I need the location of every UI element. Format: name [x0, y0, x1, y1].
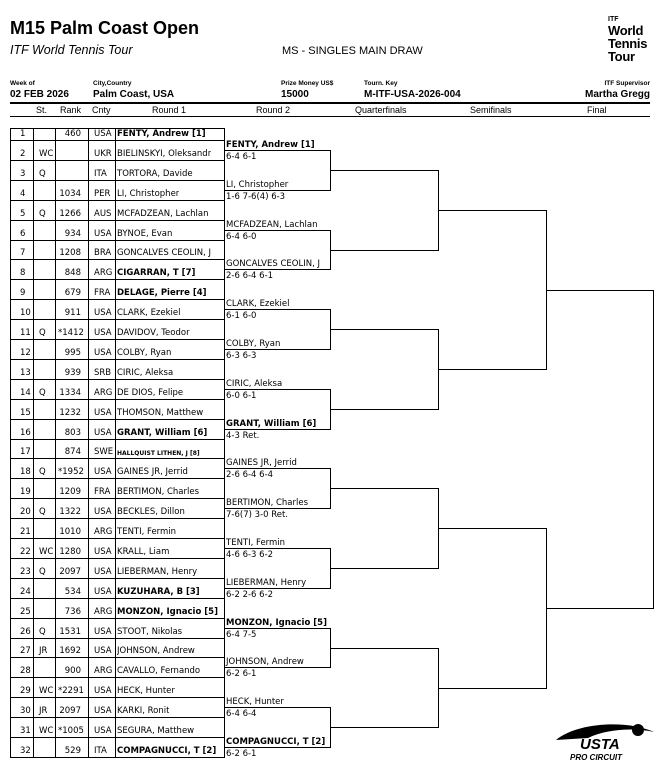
- bracket-connector: [653, 290, 654, 609]
- player-name: FENTY, Andrew [1]: [117, 129, 206, 139]
- player-country: USA: [94, 348, 112, 358]
- round2-winner: COMPAGNUCCI, T [2]: [226, 737, 326, 747]
- player-rank: 1692: [59, 646, 81, 656]
- player-rank: 995: [64, 348, 81, 358]
- player-name: BECKLES, Dillon: [117, 507, 185, 517]
- column-separator: [55, 128, 56, 758]
- table-row: [10, 240, 224, 241]
- player-name: BYNOE, Evan: [117, 229, 173, 239]
- draw-position: 10: [20, 308, 31, 318]
- player-rank: 1209: [59, 487, 81, 497]
- player-country: SWE: [94, 447, 114, 457]
- col-round1: Round 1: [152, 105, 187, 115]
- round2-winner: TENTI, Fermin: [226, 538, 286, 548]
- player-status: WC: [39, 726, 54, 736]
- player-name: HECK, Hunter: [117, 686, 175, 696]
- round2-score: 6-2 6-1: [226, 749, 257, 759]
- player-country: USA: [94, 328, 112, 338]
- key-label: Tourn. Key: [364, 80, 398, 87]
- player-rank: 1334: [59, 388, 81, 398]
- table-row: [10, 439, 224, 440]
- usta-brand-text: USTA: [580, 736, 620, 753]
- table-row: [10, 677, 224, 678]
- col-rank: Rank: [60, 105, 82, 115]
- player-country: FRA: [94, 288, 111, 298]
- table-row: [10, 379, 224, 380]
- bracket-line: [438, 210, 546, 211]
- draw-position: 23: [20, 567, 31, 577]
- column-separator: [88, 128, 89, 758]
- draw-position: 21: [20, 527, 31, 537]
- table-row: [10, 657, 224, 658]
- bracket-line: [224, 667, 330, 668]
- player-name: STOOT, Nikolas: [117, 627, 183, 637]
- player-country: SRB: [94, 368, 112, 378]
- col-st: St.: [36, 105, 48, 115]
- bracket-line: [330, 648, 438, 649]
- bracket-line: [438, 688, 546, 689]
- bracket-line: [546, 608, 653, 609]
- player-country: ITA: [94, 169, 107, 179]
- itf-logo-line-1: World: [608, 23, 644, 38]
- bracket-line: [224, 269, 330, 270]
- player-rank: 1531: [59, 627, 81, 637]
- player-rank: 2097: [59, 706, 81, 716]
- round2-winner: LI, Christopher: [226, 180, 289, 190]
- bracket-line: [224, 230, 330, 231]
- player-country: PER: [94, 189, 111, 199]
- bracket-line: [224, 309, 330, 310]
- table-row: [10, 180, 224, 181]
- player-rank: 934: [64, 229, 81, 239]
- draw-position: 19: [20, 487, 31, 497]
- player-country: USA: [94, 229, 112, 239]
- player-country: USA: [94, 567, 112, 577]
- draw-position: 11: [20, 328, 31, 338]
- round2-score: 6-2 6-1: [226, 669, 257, 679]
- player-country: ARG: [94, 607, 113, 617]
- table-row: [10, 319, 224, 320]
- table-row: [10, 518, 224, 519]
- round2-score: 4-3 Ret.: [226, 431, 260, 441]
- week-label: Week of: [10, 80, 35, 87]
- player-status: WC: [39, 686, 54, 696]
- player-rank: *2291: [58, 686, 84, 696]
- bracket-line: [224, 747, 330, 748]
- player-name: BIELINSKYI, Oleksandr: [117, 149, 212, 159]
- player-status: JR: [39, 706, 48, 716]
- player-country: AUS: [94, 209, 112, 219]
- round2-winner: MCFADZEAN, Lachlan: [226, 220, 318, 230]
- round2-score: 6-4 6-0: [226, 232, 257, 242]
- bracket-line: [224, 429, 330, 430]
- draw-position: 20: [20, 507, 31, 517]
- player-status: Q: [39, 388, 46, 398]
- player-name: LIEBERMAN, Henry: [117, 567, 198, 577]
- draw-position: 31: [20, 726, 31, 736]
- city-value: Palm Coast, USA: [93, 89, 175, 100]
- table-row: [10, 279, 224, 280]
- player-rank: *1952: [58, 467, 84, 477]
- player-rank: *1005: [58, 726, 84, 736]
- player-rank: 736: [64, 607, 81, 617]
- round2-winner: GAINES JR, Jerrid: [226, 458, 297, 468]
- draw-position: 17: [20, 447, 31, 457]
- column-separator: [33, 128, 34, 758]
- round2-score: 7-6(7) 3-0 Ret.: [226, 510, 288, 520]
- table-row: [10, 200, 224, 201]
- bracket-line: [330, 170, 438, 171]
- column-divider: [10, 116, 650, 117]
- player-rank: 1322: [59, 507, 81, 517]
- bracket-line: [224, 548, 330, 549]
- player-country: ARG: [94, 666, 113, 676]
- round2-winner: COLBY, Ryan: [226, 339, 281, 349]
- draw-position: 14: [20, 388, 31, 398]
- bracket-line: [438, 369, 546, 370]
- table-row: [10, 697, 224, 698]
- itf-logo: [608, 16, 647, 63]
- week-value: 02 FEB 2026: [10, 89, 69, 100]
- player-name: KUZUHARA, B [3]: [117, 587, 200, 597]
- bracket-line: [330, 568, 438, 569]
- player-rank: 460: [64, 129, 81, 139]
- table-row: [10, 458, 224, 459]
- bracket-line: [224, 707, 330, 708]
- bracket-line: [224, 588, 330, 589]
- player-name: TENTI, Fermin: [117, 527, 177, 537]
- player-rank: *1412: [58, 328, 84, 338]
- player-country: USA: [94, 129, 112, 139]
- player-status: Q: [39, 507, 46, 517]
- col-cnty: Cnty: [92, 105, 111, 115]
- draw-position: 15: [20, 408, 31, 418]
- player-rank: 679: [64, 288, 81, 298]
- player-rank: 803: [64, 428, 81, 438]
- bracket-line: [546, 290, 653, 291]
- draw-position: 29: [20, 686, 31, 696]
- player-rank: 848: [64, 268, 81, 278]
- table-row: [10, 717, 224, 718]
- col-final: Final: [587, 105, 607, 115]
- player-name: SEGURA, Matthew: [117, 726, 195, 736]
- player-rank: 529: [64, 746, 81, 756]
- player-status: Q: [39, 328, 46, 338]
- player-status: Q: [39, 627, 46, 637]
- table-row: [10, 737, 224, 738]
- table-row: [10, 598, 224, 599]
- draw-position: 3: [20, 169, 26, 179]
- table-row: [10, 160, 224, 161]
- player-country: USA: [94, 507, 112, 517]
- itf-logo-line-2: Tennis: [608, 36, 648, 51]
- round2-winner: GONCALVES CEOLIN, J: [226, 259, 320, 269]
- player-country: USA: [94, 587, 112, 597]
- table-row: [10, 259, 224, 260]
- player-status: WC: [39, 547, 54, 557]
- draw-position: 25: [20, 607, 31, 617]
- player-country: USA: [94, 547, 112, 557]
- col-round2: Round 2: [256, 105, 291, 115]
- player-rank: 1232: [59, 408, 81, 418]
- round2-score: 6-0 6-1: [226, 391, 257, 401]
- table-row: [10, 140, 224, 141]
- player-name: LI, Christopher: [117, 189, 180, 199]
- bracket-line: [330, 250, 438, 251]
- round2-score: 2-6 6-4 6-4: [226, 470, 274, 480]
- round2-score: 6-1 6-0: [226, 311, 257, 321]
- round2-score: 6-3 6-3: [226, 351, 257, 361]
- player-country: ARG: [94, 268, 113, 278]
- usta-pro-circuit-logo: [548, 722, 656, 762]
- bracket-line: [224, 468, 330, 469]
- bracket-line: [330, 727, 438, 728]
- player-country: USA: [94, 408, 112, 418]
- itf-logo-small: ITF: [608, 16, 619, 23]
- bracket-line: [330, 409, 438, 410]
- city-label: City,Country: [93, 80, 132, 87]
- draw-position: 30: [20, 706, 31, 716]
- draw-position: 8: [20, 268, 26, 278]
- round2-score: 6-4 7-5: [226, 630, 257, 640]
- table-row: [10, 578, 224, 579]
- player-name: MONZON, Ignacio [5]: [117, 607, 218, 617]
- player-rank: 2097: [59, 567, 81, 577]
- round2-winner: CIRIC, Aleksa: [226, 379, 283, 389]
- round2-score: 6-4 6-4: [226, 709, 257, 719]
- table-row: [10, 419, 224, 420]
- draw-position: 27: [20, 646, 31, 656]
- bracket-line: [224, 389, 330, 390]
- player-status: WC: [39, 149, 54, 159]
- table-row: [10, 359, 224, 360]
- player-name: HALLQUIST LITHEN, J [8]: [117, 450, 200, 457]
- table-row: [10, 498, 224, 499]
- round2-winner: MONZON, Ignacio [5]: [226, 618, 327, 628]
- table-row: [10, 558, 224, 559]
- draw-position: 18: [20, 467, 31, 477]
- round2-score: 6-2 2-6 6-2: [226, 590, 274, 600]
- player-name: CLARK, Ezekiel: [117, 308, 181, 318]
- round2-winner: CLARK, Ezekiel: [226, 299, 290, 309]
- column-separator: [10, 128, 11, 758]
- round2-winner: BERTIMON, Charles: [226, 498, 309, 508]
- player-country: ITA: [94, 746, 107, 756]
- round2-winner: GRANT, William [6]: [226, 419, 317, 429]
- draw-position: 9: [20, 288, 26, 298]
- draw-position: 26: [20, 627, 31, 637]
- player-country: USA: [94, 686, 112, 696]
- player-name: BERTIMON, Charles: [117, 487, 200, 497]
- player-rank: 1208: [59, 248, 81, 258]
- player-rank: 1010: [59, 527, 81, 537]
- table-row: [10, 618, 224, 619]
- player-country: ARG: [94, 527, 113, 537]
- bracket-line: [224, 150, 330, 151]
- player-name: DELAGE, Pierre [4]: [117, 288, 207, 298]
- bracket-line: [224, 349, 330, 350]
- draw-position: 16: [20, 428, 31, 438]
- draw-position: 13: [20, 368, 31, 378]
- round2-score: 4-6 6-3 6-2: [226, 550, 274, 560]
- player-name: KRALL, Liam: [117, 547, 170, 557]
- player-status: Q: [39, 209, 46, 219]
- player-country: USA: [94, 706, 112, 716]
- player-name: DAVIDOV, Teodor: [117, 328, 190, 338]
- bracket-line: [224, 508, 330, 509]
- supervisor-label: ITF Supervisor: [604, 80, 650, 87]
- round2-score: 2-6 6-4 6-1: [226, 271, 274, 281]
- round2-score: 1-6 7-6(4) 6-3: [226, 192, 286, 202]
- draw-position: 5: [20, 209, 26, 219]
- table-row: [10, 478, 224, 479]
- player-country: USA: [94, 646, 112, 656]
- supervisor-value: Martha Gregg: [584, 89, 650, 100]
- table-row: [10, 757, 224, 758]
- draw-position: 7: [20, 248, 26, 258]
- tournament-title: M15 Palm Coast Open: [10, 18, 200, 38]
- player-name: GRANT, William [6]: [117, 428, 208, 438]
- header-divider: [10, 102, 650, 104]
- table-row: [10, 399, 224, 400]
- col-quarterfinals: Quarterfinals: [355, 105, 407, 115]
- player-rank: 1034: [59, 189, 81, 199]
- bracket-line: [438, 528, 546, 529]
- bracket-line: [330, 329, 438, 330]
- col-semifinals: Semifinals: [470, 105, 512, 115]
- table-row: [10, 538, 224, 539]
- player-name: TORTORA, Davide: [117, 169, 193, 179]
- player-country: USA: [94, 428, 112, 438]
- player-name: THOMSON, Matthew: [117, 408, 204, 418]
- bracket-line: [330, 488, 438, 489]
- round2-winner: LIEBERMAN, Henry: [226, 578, 307, 588]
- player-country: ARG: [94, 388, 113, 398]
- bracket-line: [224, 190, 330, 191]
- player-name: CIGARRAN, T [7]: [117, 268, 196, 278]
- player-status: Q: [39, 467, 46, 477]
- player-name: CAVALLO, Fernando: [117, 666, 201, 676]
- round2-winner: FENTY, Andrew [1]: [226, 140, 315, 150]
- table-row: [10, 638, 224, 639]
- player-name: CIRIC, Aleksa: [117, 368, 174, 378]
- draw-position: 4: [20, 189, 26, 199]
- draw-position: 24: [20, 587, 31, 597]
- player-name: GONCALVES CEOLIN, J: [117, 248, 211, 258]
- player-rank: 1280: [59, 547, 81, 557]
- round2-winner: JOHNSON, Andrew: [226, 657, 304, 667]
- player-country: USA: [94, 726, 112, 736]
- player-status: Q: [39, 169, 46, 179]
- prize-value: 15000: [281, 89, 309, 100]
- draw-position: 2: [20, 149, 26, 159]
- player-name: MCFADZEAN, Lachlan: [117, 209, 209, 219]
- draw-name: MS - SINGLES MAIN DRAW: [282, 45, 423, 57]
- round2-winner: HECK, Hunter: [226, 697, 284, 707]
- draw-position: 1: [20, 129, 26, 139]
- draw-position: 22: [20, 547, 31, 557]
- player-country: FRA: [94, 487, 111, 497]
- usta-tagline-text: PRO CIRCUIT: [570, 753, 622, 762]
- draw-position: 28: [20, 666, 31, 676]
- draw-position: 32: [20, 746, 31, 756]
- key-value: M-ITF-USA-2026-004: [364, 89, 461, 100]
- player-rank: 911: [64, 308, 81, 318]
- draw-position: 12: [20, 348, 31, 358]
- player-rank: 1266: [59, 209, 81, 219]
- player-name: DE DIOS, Felipe: [117, 388, 184, 398]
- table-row: [10, 339, 224, 340]
- player-rank: 939: [64, 368, 81, 378]
- column-separator: [115, 128, 116, 758]
- player-name: COLBY, Ryan: [117, 348, 172, 358]
- table-row: [10, 220, 224, 221]
- player-country: USA: [94, 308, 112, 318]
- player-name: COMPAGNUCCI, T [2]: [117, 746, 217, 756]
- prize-label: Prize Money US$: [281, 80, 334, 87]
- tour-subtitle: ITF World Tennis Tour: [10, 43, 133, 57]
- player-rank: 534: [64, 587, 81, 597]
- tennis-ball-icon: [632, 724, 644, 736]
- player-rank: 900: [64, 666, 81, 676]
- player-rank: 874: [64, 447, 81, 457]
- draw-position: 6: [20, 229, 26, 239]
- player-country: BRA: [94, 248, 112, 258]
- bracket-line: [224, 628, 330, 629]
- player-name: KARKI, Ronit: [117, 706, 170, 716]
- player-name: JOHNSON, Andrew: [117, 646, 195, 656]
- table-row: [10, 299, 224, 300]
- round2-score: 6-4 6-1: [226, 152, 257, 162]
- player-status: JR: [39, 646, 48, 656]
- player-country: USA: [94, 467, 112, 477]
- player-country: UKR: [94, 149, 112, 159]
- player-country: USA: [94, 627, 112, 637]
- player-status: Q: [39, 567, 46, 577]
- itf-logo-line-3: Tour: [608, 49, 635, 64]
- player-name: GAINES JR, Jerrid: [117, 467, 188, 477]
